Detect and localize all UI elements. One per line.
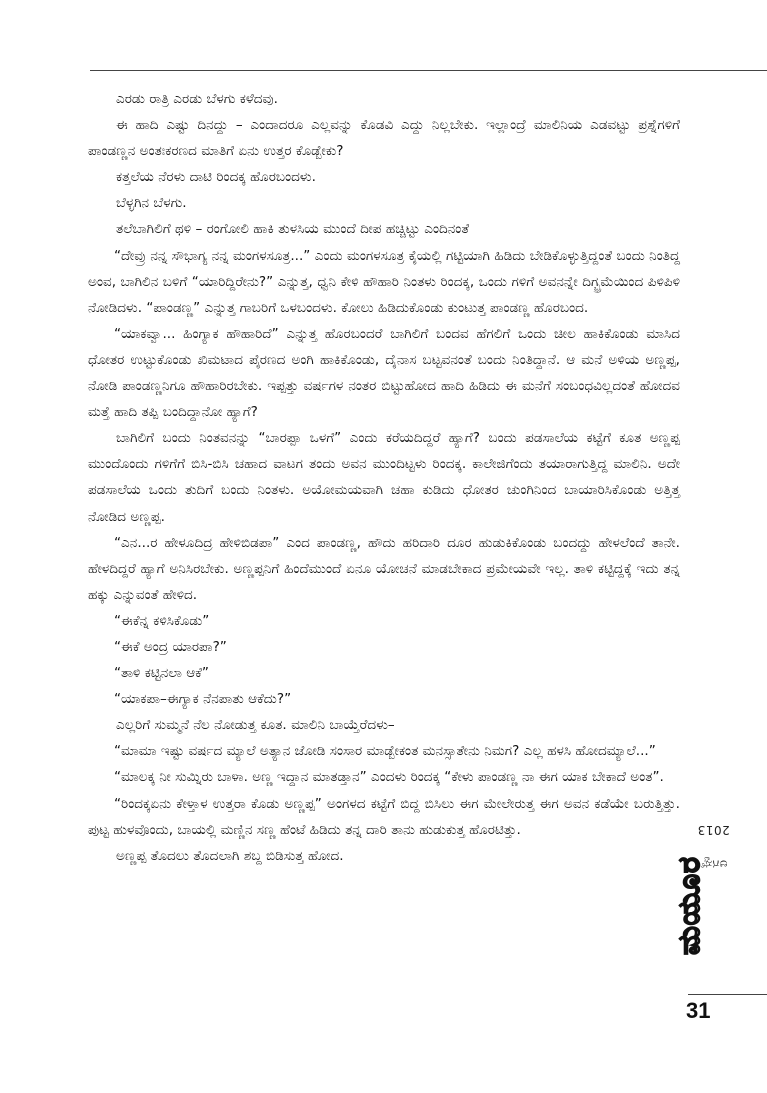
footer-rule bbox=[688, 994, 767, 995]
dialogue-line-1: “ಈಕೆನ್ನ ಕಳಿಸಿಕೊಡು” bbox=[114, 612, 210, 629]
dialogue-line-4: “ಯಾಕಪಾ–ಈಗ್ಯಾಕ ನೆನಪಾತು ಆಕೆದು?” bbox=[114, 691, 292, 708]
paragraph-1: ಎರಡು ರಾತ್ರಿ ಎರಡು ಬೆಳಗು ಕಳೆದವು. bbox=[116, 91, 278, 107]
issue-date bbox=[697, 790, 730, 900]
paragraph-5: ತಲೆಬಾಗಿಲಿಗೆ ಥಳಿ – ರಂಗೋಲಿ ಹಾಕಿ ತುಳಸಿಯ ಮುಂದೆ ದೀಪ ಹಚ್ಚಿಟ್ಟು ಎಂದಿನಂತೆ bbox=[116, 221, 470, 238]
magazine-logo bbox=[672, 820, 706, 990]
paragraph-2: ಈ ಹಾದಿ ಎಷ್ಟು ದಿನದ್ದು – ಎಂದಾದರೂ ಎಲ್ಲವನ್ನು ಕೊಡವಿ ಎದ್ದು ನಿಲ್ಲಬೇಕು. ಇಲ್ಲಾಂದ್ರೆ ಮಾಲಿನಿಯ ಎಡವಟ್ಟು ಪ್ರಶ್ನೆಗಳಿಗೆ ಪಾಂಡಣ್ಣನ ಅಂತಃಕರಣದ ಮಾತಿಗೆ ಏನು ಉತ್ತರ ಕೊಡ್ಬೇಕು? bbox=[88, 117, 680, 160]
paragraph-18: ಅಣ್ಣಪ್ಪ ತೊದಲು ತೊದಲಾಗಿ ಶಬ್ದ ಬಿಡಿಸುತ್ತ ಹೋದ. bbox=[116, 847, 344, 864]
paragraph-14: ಎಲ್ಲರಿಗೆ ಸುಮ್ಮನೆ ನೆಲ ನೋಡುತ್ತ ಕೂತ. ಮಾಲಿನಿ ಬಾಯ್ತೆರೆದಳು– bbox=[116, 717, 395, 734]
issue-date-text bbox=[697, 813, 730, 877]
paragraph-9: “ಎನ...ರ ಹೇಳೂದಿದ್ರ ಹೇಳಿಬಿಡಪಾ” ಎಂದ ಪಾಂಡಣ್ಣ, ಹೌದು ಹರಿದಾರಿ ದೂರ ಹುಡುಕಿಕೊಂಡು ಬಂದದ್ದು ಹೇಳಲೆಂದೆ ತಾನೇ. ಹೇಳದಿದ್ದರೆ ಹ್ಯಾಗೆ ಅನಿಸಿರಬೇಕು. ಅಣ್ಣಪ್ಪನಿಗೆ ಹಿಂದೆಮುಂದೆ ಏನೂ ಯೋಚನೆ ಮಾಡಬೇಕಾದ ಪ್ರಮೇಯವೇ ಇಲ್ಲ. ತಾಳಿ ಕಟ್ಟಿದ್ದಕ್ಕೆ ಇದು ತನ್ನ ಹಕ್ಕು ಎನ್ನುವಂತೆ ಹೇಳಿದ. bbox=[88, 534, 680, 603]
dialogue-line-2: “ಈಕೆ ಅಂದ್ರ ಯಾರಪಾ?” bbox=[114, 638, 227, 655]
issue-year: 2013 bbox=[697, 822, 730, 837]
paragraph-4: ಬೆಳ್ಳಗಿನ ಬೆಳಗು. bbox=[116, 195, 187, 212]
dialogue-line-3: “ತಾಳಿ ಕಟ್ಟಿನಲಾ ಆಕೆ” bbox=[114, 665, 209, 682]
paragraph-6: “ದೇವ್ರು ನನ್ನ ಸೌಭಾಗ್ಯ ನನ್ನ ಮಂಗಳಸೂತ್ರ...” ಎಂದು ಮಂಗಳಸೂತ್ರ ಕೈಯಲ್ಲಿ ಗಟ್ಟಿಯಾಗಿ ಹಿಡಿದು ಬೇಡಿಕೊಳ್ಳುತ್ತಿದ್ದಂತೆ ಬಂದು ನಿಂತಿದ್ದ ಅಂವ, ಬಾಗಿಲಿನ ಬಳಿಗೆ “ಯಾರಿದ್ದಿರೇನು?” ಎನ್ನುತ್ತ, ಧ್ವನಿ ಕೇಳಿ ಹೌಹಾರಿ ನಿಂತಳು ರಿಂದಕ್ಕ, ಒಂದು ಗಳಿಗೆ ಅವನನ್ನೇ ದಿಗ್ಭ್ರಮೆಯಿಂದ ಪಿಳಿಪಿಳಿ ನೋಡಿದಳು. “ಪಾಂಡಣ್ಣ” ಎನ್ನುತ್ತ ಗಾಬರಿಗೆ ಒಳಬಂದಳು. ಕೋಲು ಹಿಡಿದುಕೊಂಡು ಕುಂಟುತ್ತ ಪಾಂಡಣ್ಣ ಹೊರಬಂದ. bbox=[88, 247, 680, 316]
magazine-name: ಮಯೂರ bbox=[671, 855, 707, 955]
paragraph-3: ಕತ್ತಲೆಯ ನೆರಳು ದಾಟಿ ರಿಂದಕ್ಕ ಹೊರಬಂದಳು. bbox=[116, 169, 316, 186]
header-rule bbox=[90, 70, 767, 71]
paragraph-7: “ಯಾಕವ್ವಾ... ಹಿಂಗ್ಯಾಕ ಹೌಹಾರಿದೆ” ಎನ್ನುತ್ತ ಹೊರಬಂದರೆ ಬಾಗಿಲಿಗೆ ಬಂದವ ಹೆಗಲಿಗೆ ಒಂದು ಚೀಲ ಹಾಕಿಕೊಂಡು ಮಾಸಿದ ಧೋತರ ಉಟ್ಟುಕೊಂಡು ಖಿಮಟಾದ ಪೈರಣದ ಅಂಗಿ ಹಾಕಿಕೊಂಡು, ದೈನಾಸ ಬಟ್ಟವನಂತೆ ಬಂದು ನಿಂತಿದ್ದಾನೆ. ಆ ಮನೆ ಅಳಿಯ ಅಣ್ಣಪ್ಪ, ನೋಡಿ ಪಾಂಡಣ್ಣನಿಗೂ ಹೌಹಾರಿರಬೇಕು. ಇಪ್ಪತ್ತು ವರ್ಷಗಳ ನಂತರ ಬಿಟ್ಟುಹೋದ ಹಾದಿ ಹಿಡಿದು ಈ ಮನೆಗೆ ಸಂಬಂಧವಿಲ್ಲದಂತೆ ಹೋದವ ಮತ್ತೆ ಹಾದಿ ತಪ್ಪಿ ಬಂದಿದ್ದಾನೋ ಹ್ಯಾಗೆ? bbox=[88, 325, 680, 421]
issue-month: ಆಗಸ್ಟ್ bbox=[700, 856, 728, 871]
page-number: 31 bbox=[686, 998, 711, 1023]
paragraph-16: “ಮಾಲಕ್ಕ ನೀ ಸುಮ್ನಿರು ಬಾಳಾ. ಅಣ್ಣ ಇದ್ದಾನ ಮಾತಡ್ತಾನ” ಎಂದಳು ರಿಂದಕ್ಕ “ಕೇಳು ಪಾಂಡಣ್ಣ ನಾ ಈಗ ಯಾಕ ಬೇಕಾದೆ ಅಂತ”. bbox=[114, 769, 664, 786]
article-body bbox=[88, 86, 680, 869]
paragraph-8: ಬಾಗಿಲಿಗೆ ಬಂದು ನಿಂತವನನ್ನು “ಬಾರಪ್ಪಾ ಒಳಗೆ” ಎಂದು ಕರೆಯದಿದ್ದರೆ ಹ್ಯಾಗೆ? ಬಂದು ಪಡಸಾಲೆಯ ಕಟ್ಟೆಗೆ ಕೂತ ಅಣ್ಣಪ್ಪ ಮುಂದೊಂದು ಗಳಿಗೆಗೆ ಬಿಸಿ-ಬಿಸಿ ಚಹಾದ ವಾಟಗ ತಂದು ಅವನ ಮುಂದಿಟ್ಟಳು ರಿಂದಕ್ಕ. ಕಾಲೇಜಿಗೆಂದು ತಯಾರಾಗುತ್ತಿದ್ದ ಮಾಲಿನಿ. ಅದೇ ಪಡಸಾಲೆಯ ಒಂದು ತುದಿಗೆ ಬಂದು ನಿಂತಳು. ಅಯೋಮಯವಾಗಿ ಚಹಾ ಕುಡಿದು ಧೋತರ ಚುಂಗಿನಿಂದ ಬಾಯಾರಿಸಿಕೊಂಡು ಅತ್ತಿತ್ತ ನೋಡಿದ ಅಣ್ಣಪ್ಪ. bbox=[88, 430, 680, 525]
paragraph-15: “ಮಾಮಾ ಇಷ್ಟು ವರ್ಷದ ಮ್ಯಾಲೆ ಅತ್ಯಾನ ಜೋಡಿ ಸಂಸಾರ ಮಾಡ್ಬೇಕಂತ ಮನಸ್ಸಾತೇನು ನಿಮಗ? ಎಲ್ಲ ಹಳಸಿ ಹೋದಮ್ಯಾಲೆ...” bbox=[114, 743, 656, 760]
paragraph-17: “ರಿಂದಕ್ಕಏನು ಕೇಳ್ತಾಳ ಉತ್ತರಾ ಕೊಡು ಅಣ್ಣಪ್ಪ” ಅಂಗಳದ ಕಟ್ಟೆಗೆ ಬಿದ್ದ ಬಿಸಿಲು ಈಗ ಮೇಲೇರುತ್ತ ಈಗ ಅವನ ಕಡೆಯೇ ಬರುತ್ತಿತ್ತು. ಪುಟ್ಟ ಹುಳವೊಂದು, ಬಾಯಲ್ಲಿ ಮಣ್ಣಿನ ಸಣ್ಣ ಹೆಂಟೆ ಹಿಡಿದು ತನ್ನ ದಾರಿ ತಾನು ಹುಡುಕುತ್ತ ಹೊರಟಿತ್ತು. bbox=[88, 795, 680, 838]
